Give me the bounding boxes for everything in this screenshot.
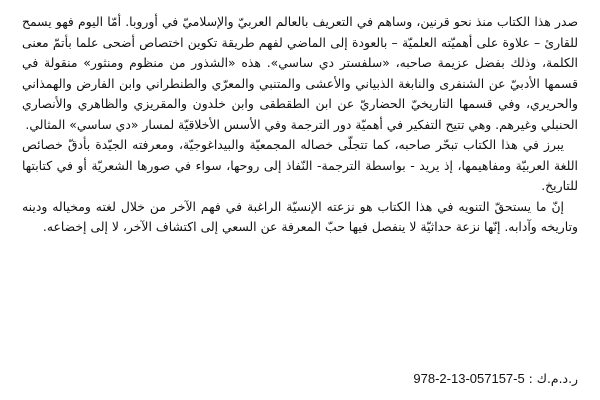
- paragraph-humanism: إنّ ما يستحقّ التنويه في هذا الكتاب هو نزعته الإنسيّة الراغبة في فهم الآخر من خلال لغته ومخياله ودينه وتاريخه وآدابه. إنّها نزعة حداثيّة لا ينفصل فيها حبّ المعرفة عن السعي إلى اكتشاف الآخر، لا إلى إخضاعه.: [22, 198, 578, 234]
- isbn-label: ر.د.م.ك :: [528, 371, 578, 386]
- paragraph-intro: صدر هذا الكتاب منذ نحو قرنين، وساهم في التعريف بالعالم العربيّ والإسلاميّ في أوروبا. أمّا اليوم فهو يسمح للقارئ – علاوة على أهميّته العلميّة – بالعودة إلى الماضي لفهم طريقة تكوين اختصاص أضحى علما بأتمّ معنى الكلمة، وذلك بفضل عزيمة صاحبه، «سلفستر دي ساسي». هذه «الشذور من منظوم ومنثور» منقولة في قسمها الأدبيّ عن الشنفرى والنابغة الذبياني والأعشى والمتنبي والمعرّي والطنطراني وابن الفارض والهمذاني والحريري، وفي قسمها التاريخيّ الحضاريّ عن ابن الطقطقى وابن خلدون والمقريزي والظاهري والأنصاري الحنبلي وغيرهم. وهي تتيح التفكير في أهميّة دور الترجمة وفي الأسس الأخلاقيّة لمسار «دي ساسي» المثالي.: [22, 14, 578, 132]
- paragraph-erudition: يبرز في هذا الكتاب تبحّر صاحبه، كما تتجلّى خصاله المجمعيّة والبيداغوجيّة، ومعرفته الجيّدة بأدقّ خصائص اللغة العربيّة ومفاهيمها، إذ يريد - بواسطة الترجمة- النّفاذ إلى روحها، سواء في صورها الشعريّة أو في كتابتها للتاريخ.: [22, 137, 578, 193]
- isbn-line: [0, 371, 578, 386]
- isbn-number: 978-2-13-057157-5: [413, 371, 525, 386]
